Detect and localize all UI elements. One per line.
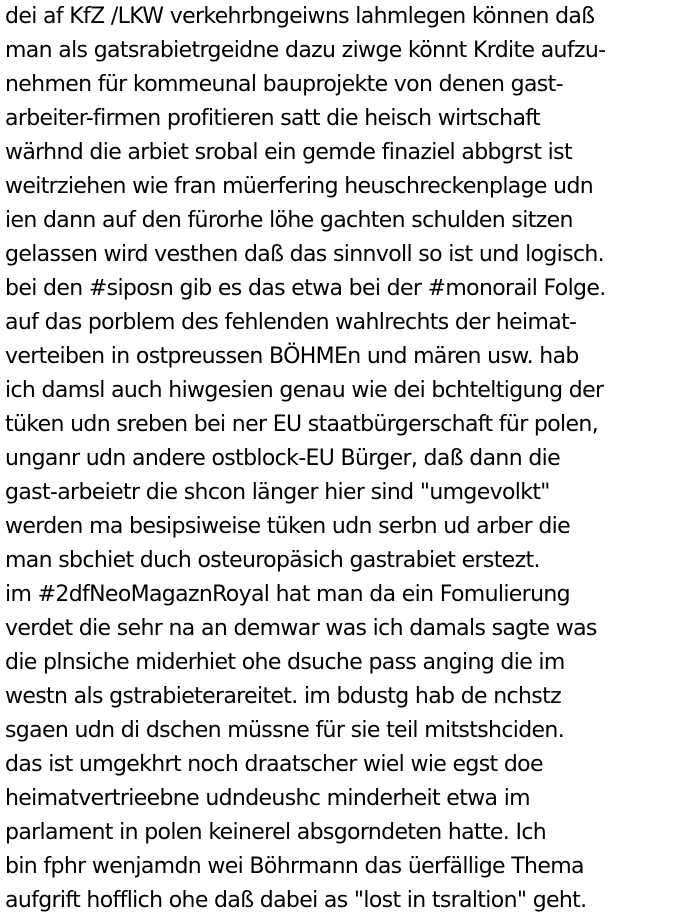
- text-line: dei af KfZ /LKW verkehrbngeiwns lahmlegen können daß: [5, 4, 595, 29]
- text-line: aufgrift hofflich ohe daß dabei as "lost in tsraltion" geht.: [5, 888, 587, 913]
- text-line: wärhnd die arbiet srobal ein gemde finaziel abbgrst ist: [5, 140, 572, 165]
- text-line: ien dann auf den fürorhe löhe gachten schulden sitzen: [5, 208, 573, 233]
- text-line: bei den #siposn gib es das etwa bei der #monorail Folge.: [5, 276, 606, 301]
- text-line: sgaen udn di dschen müssne für sie teil mitstshciden.: [5, 718, 565, 743]
- text-line: tüken udn sreben bei ner EU staatbürgerschaft für polen,: [5, 412, 599, 437]
- text-line: bin fphr wenjamdn wei Böhrmann das üerfällige Thema: [5, 854, 584, 879]
- text-line: arbeiter-firmen profitieren satt die heisch wirtschaft: [5, 106, 540, 131]
- text-line: unganr udn andere ostblock-EU Bürger, daß dann die: [5, 446, 560, 471]
- text-line: verteiben in ostpreussen BÖHMEn und mären usw. hab: [5, 344, 579, 369]
- text-line: die plnsiche miderhiet ohe dsuche pass anging die im: [5, 650, 565, 675]
- text-line: ich damsl auch hiwgesien genau wie dei bchteltigung der: [5, 378, 604, 403]
- text-line: gast-arbeietr die shcon länger hier sind "umgevolkt": [5, 480, 550, 505]
- text-line: das ist umgekhrt noch draatscher wiel wie egst doe: [5, 752, 543, 777]
- text-line: im #2dfNeoMagaznRoyal hat man da ein Fomulierung: [5, 582, 570, 607]
- text-line: man als gatsrabietrgeidne dazu ziwge könnt Krdite aufzu-: [5, 38, 606, 63]
- text-line: auf das porblem des fehlenden wahlrechts der heimat-: [5, 310, 577, 335]
- text-line: nehmen für kommeunal bauprojekte von denen gast-: [5, 72, 563, 97]
- text-line: weitrziehen wie fran müerfering heuschreckenplage udn: [5, 174, 594, 199]
- text-line: man sbchiet duch osteuropäsich gastrabiet erstezt.: [5, 548, 540, 573]
- text-line: gelassen wird vesthen daß das sinnvoll so ist und logisch.: [5, 242, 605, 267]
- text-line: parlament in polen keinerel absgorndeten hatte. Ich: [5, 820, 547, 845]
- text-line: heimatvertrieebne udndeushc minderheit etwa im: [5, 786, 530, 811]
- text-document: [5, 0, 681, 918]
- text-line: verdet die sehr na an demwar was ich damals sagte was: [5, 616, 597, 641]
- text-line: werden ma besipsiweise tüken udn serbn ud arber die: [5, 514, 570, 539]
- text-line: westn als gstrabieterareitet. im bdustg hab de nchstz: [5, 684, 561, 709]
